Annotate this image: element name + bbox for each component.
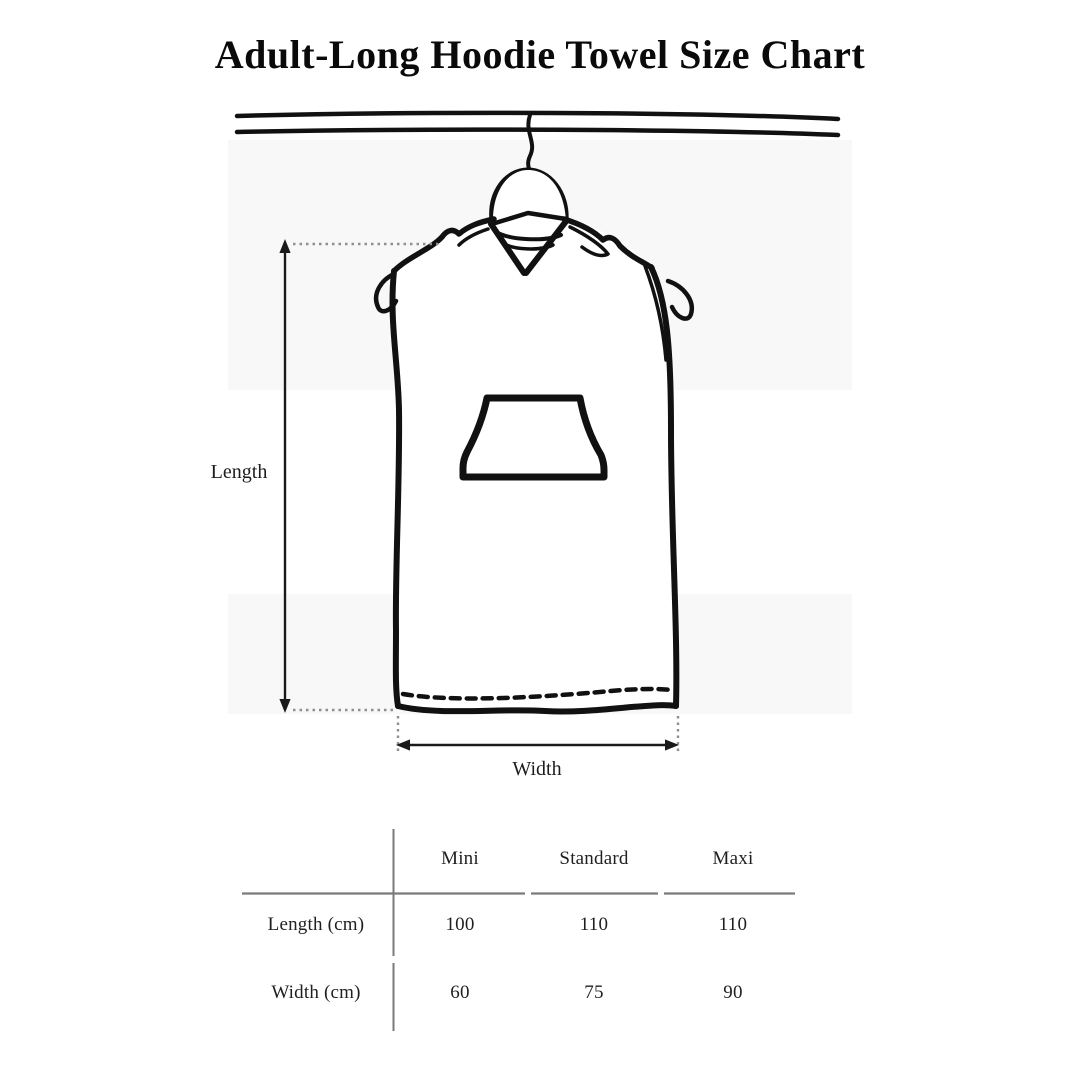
column-header-standard: Standard — [559, 848, 629, 869]
row-label-width: Width (cm) — [271, 982, 361, 1003]
width-measure-arrow — [396, 716, 679, 752]
column-header-mini: Mini — [441, 848, 479, 869]
column-header-maxi: Maxi — [712, 848, 754, 869]
length-standard-value: 110 — [579, 914, 609, 935]
width-label: Width — [512, 758, 562, 780]
width-standard-value: 75 — [584, 982, 604, 1003]
kangaroo-pocket — [463, 398, 604, 477]
clothes-line — [237, 113, 838, 135]
width-mini-value: 60 — [450, 982, 470, 1003]
length-mini-value: 100 — [445, 914, 475, 935]
width-maxi-value: 90 — [723, 982, 743, 1003]
length-label: Length — [210, 461, 268, 483]
length-maxi-value: 110 — [718, 914, 748, 935]
page-title: Adult-Long Hoodie Towel Size Chart — [214, 32, 866, 77]
row-label-length: Length (cm) — [267, 914, 365, 935]
